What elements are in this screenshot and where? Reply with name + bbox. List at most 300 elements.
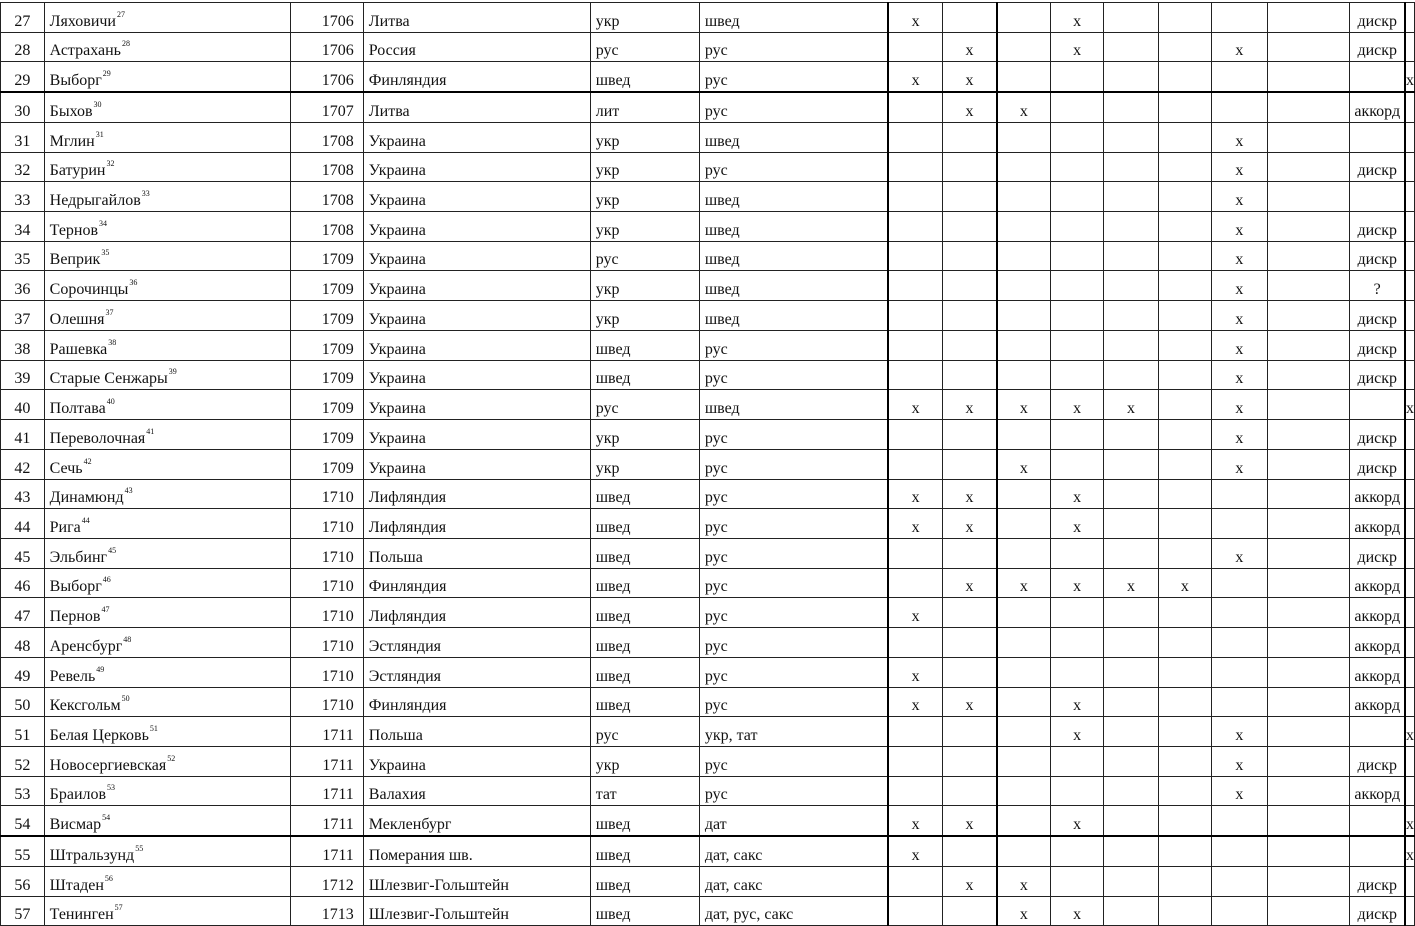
attacker-cell: рус xyxy=(699,598,888,628)
mark-cell-8 xyxy=(1267,598,1350,628)
mark-cell-7 xyxy=(1212,836,1267,866)
mark-cell-8 xyxy=(1267,92,1350,122)
mark-cell-1: x xyxy=(888,479,942,509)
mark-cell-5 xyxy=(1104,836,1158,866)
footnote-ref: 34 xyxy=(99,218,108,228)
city-name-cell xyxy=(44,122,291,152)
year-cell: 1711 xyxy=(291,806,364,836)
row-number-cell: 52 xyxy=(1,746,45,776)
city-name-cell xyxy=(44,776,291,806)
defender-cell: укр xyxy=(590,212,699,242)
mark-cell-2 xyxy=(943,420,997,450)
year-cell: 1711 xyxy=(291,836,364,866)
table-row xyxy=(1,212,1415,242)
table-row xyxy=(1,657,1415,687)
last-mark-cell xyxy=(1405,420,1415,450)
attacker-cell: рус xyxy=(699,449,888,479)
city-name-cell xyxy=(44,420,291,450)
footnote-ref: 36 xyxy=(129,278,138,288)
mark-cell-6 xyxy=(1158,92,1211,122)
mark-cell-3 xyxy=(997,360,1050,390)
region-cell: Украина xyxy=(363,122,590,152)
outcome-type-cell xyxy=(1350,390,1405,420)
attacker-cell: рус xyxy=(699,538,888,568)
mark-cell-3 xyxy=(997,62,1050,92)
region-cell: Польша xyxy=(363,538,590,568)
mark-cell-4 xyxy=(1050,152,1103,182)
attacker-cell: дат, сакс xyxy=(699,866,888,896)
mark-cell-8 xyxy=(1267,212,1350,242)
year-cell: 1706 xyxy=(291,32,364,62)
defender-cell: швед xyxy=(590,836,699,866)
city-name: Висмар xyxy=(49,816,102,834)
mark-cell-2 xyxy=(943,152,997,182)
mark-cell-1: x xyxy=(888,390,942,420)
mark-cell-3 xyxy=(997,241,1050,271)
mark-cell-6 xyxy=(1158,360,1211,390)
mark-cell-1 xyxy=(888,449,942,479)
mark-cell-5 xyxy=(1104,509,1158,539)
city-name: Штаден xyxy=(49,876,104,894)
footnote-ref: 30 xyxy=(93,99,102,109)
mark-cell-6 xyxy=(1158,657,1211,687)
mark-cell-5 xyxy=(1104,896,1158,926)
attacker-cell: швед xyxy=(699,182,888,212)
defender-cell: швед xyxy=(590,330,699,360)
defender-cell: швед xyxy=(590,628,699,658)
sieges-table xyxy=(0,2,1415,926)
attacker-cell: рус xyxy=(699,687,888,717)
mark-cell-4 xyxy=(1050,241,1103,271)
mark-cell-4 xyxy=(1050,122,1103,152)
mark-cell-4 xyxy=(1050,360,1103,390)
mark-cell-3 xyxy=(997,687,1050,717)
mark-cell-2: x xyxy=(943,806,997,836)
mark-cell-8 xyxy=(1267,390,1350,420)
mark-cell-7 xyxy=(1212,509,1267,539)
city-name-cell xyxy=(44,271,291,301)
last-mark-cell xyxy=(1405,212,1415,242)
attacker-cell: швед xyxy=(699,241,888,271)
mark-cell-7: x xyxy=(1212,360,1267,390)
defender-cell: укр xyxy=(590,271,699,301)
mark-cell-5 xyxy=(1104,182,1158,212)
mark-cell-6 xyxy=(1158,538,1211,568)
last-mark-cell xyxy=(1405,746,1415,776)
outcome-type-cell xyxy=(1350,836,1405,866)
mark-cell-2 xyxy=(943,538,997,568)
mark-cell-6 xyxy=(1158,776,1211,806)
mark-cell-2: x xyxy=(943,687,997,717)
row-number-cell: 29 xyxy=(1,62,45,92)
last-mark-cell xyxy=(1405,479,1415,509)
mark-cell-4: x xyxy=(1050,568,1103,598)
mark-cell-5 xyxy=(1104,212,1158,242)
footnote-ref: 35 xyxy=(101,248,110,258)
year-cell: 1710 xyxy=(291,479,364,509)
region-cell: Польша xyxy=(363,717,590,747)
mark-cell-6 xyxy=(1158,182,1211,212)
mark-cell-1: x xyxy=(888,687,942,717)
footnote-ref: 42 xyxy=(83,456,92,466)
outcome-type-cell: дискр xyxy=(1350,301,1405,331)
last-mark-cell xyxy=(1405,32,1415,62)
year-cell: 1710 xyxy=(291,657,364,687)
mark-cell-3 xyxy=(997,657,1050,687)
footnote-ref: 57 xyxy=(114,903,123,913)
mark-cell-2 xyxy=(943,301,997,331)
mark-cell-8 xyxy=(1267,330,1350,360)
table-row xyxy=(1,92,1415,122)
mark-cell-3 xyxy=(997,836,1050,866)
city-name: Полтава xyxy=(49,400,106,418)
mark-cell-7 xyxy=(1212,896,1267,926)
city-name: Переволочная xyxy=(49,429,146,447)
region-cell: Лифляндия xyxy=(363,598,590,628)
region-cell: Финляндия xyxy=(363,687,590,717)
year-cell: 1711 xyxy=(291,746,364,776)
mark-cell-7 xyxy=(1212,62,1267,92)
table-row xyxy=(1,32,1415,62)
mark-cell-1 xyxy=(888,212,942,242)
mark-cell-4 xyxy=(1050,746,1103,776)
mark-cell-5 xyxy=(1104,657,1158,687)
table-row xyxy=(1,836,1415,866)
table-row xyxy=(1,241,1415,271)
mark-cell-3 xyxy=(997,420,1050,450)
city-name-cell xyxy=(44,92,291,122)
region-cell: Валахия xyxy=(363,776,590,806)
last-mark-cell xyxy=(1405,152,1415,182)
footnote-ref: 31 xyxy=(95,129,104,139)
outcome-type-cell: дискр xyxy=(1350,241,1405,271)
row-number-cell: 55 xyxy=(1,836,45,866)
year-cell: 1707 xyxy=(291,92,364,122)
outcome-type-cell: аккорд xyxy=(1350,687,1405,717)
outcome-type-cell: аккорд xyxy=(1350,657,1405,687)
mark-cell-1: x xyxy=(888,657,942,687)
year-cell: 1710 xyxy=(291,538,364,568)
year-cell: 1710 xyxy=(291,509,364,539)
last-mark-cell xyxy=(1405,301,1415,331)
mark-cell-6 xyxy=(1158,806,1211,836)
mark-cell-6 xyxy=(1158,330,1211,360)
mark-cell-2 xyxy=(943,122,997,152)
mark-cell-7 xyxy=(1212,657,1267,687)
footnote-ref: 56 xyxy=(104,873,113,883)
mark-cell-6 xyxy=(1158,62,1211,92)
mark-cell-5 xyxy=(1104,360,1158,390)
mark-cell-1 xyxy=(888,152,942,182)
mark-cell-3: x xyxy=(997,568,1050,598)
city-name: Олешня xyxy=(49,310,105,328)
city-name-cell xyxy=(44,449,291,479)
outcome-type-cell xyxy=(1350,717,1405,747)
mark-cell-1 xyxy=(888,568,942,598)
table-row xyxy=(1,301,1415,331)
table-row xyxy=(1,896,1415,926)
mark-cell-1 xyxy=(888,896,942,926)
city-name: Динамюнд xyxy=(49,489,124,507)
defender-cell: швед xyxy=(590,896,699,926)
mark-cell-8 xyxy=(1267,687,1350,717)
table-row xyxy=(1,449,1415,479)
mark-cell-3 xyxy=(997,746,1050,776)
table-row xyxy=(1,568,1415,598)
region-cell: Украина xyxy=(363,449,590,479)
footnote-ref: 33 xyxy=(141,189,150,199)
defender-cell: укр xyxy=(590,122,699,152)
mark-cell-5 xyxy=(1104,152,1158,182)
mark-cell-3 xyxy=(997,212,1050,242)
mark-cell-3: x xyxy=(997,92,1050,122)
row-number-cell: 39 xyxy=(1,360,45,390)
mark-cell-8 xyxy=(1267,360,1350,390)
region-cell: Эстляндия xyxy=(363,657,590,687)
attacker-cell: рус xyxy=(699,746,888,776)
footnote-ref: 38 xyxy=(108,337,117,347)
mark-cell-2 xyxy=(943,598,997,628)
row-number-cell: 43 xyxy=(1,479,45,509)
mark-cell-3 xyxy=(997,538,1050,568)
footnote-ref: 49 xyxy=(96,664,105,674)
footnote-ref: 54 xyxy=(102,813,111,823)
mark-cell-7: x xyxy=(1212,152,1267,182)
year-cell: 1712 xyxy=(291,866,364,896)
mark-cell-3 xyxy=(997,776,1050,806)
mark-cell-3 xyxy=(997,330,1050,360)
attacker-cell: рус xyxy=(699,479,888,509)
mark-cell-5 xyxy=(1104,687,1158,717)
defender-cell: швед xyxy=(590,598,699,628)
mark-cell-7 xyxy=(1212,568,1267,598)
mark-cell-7: x xyxy=(1212,301,1267,331)
region-cell: Финляндия xyxy=(363,568,590,598)
mark-cell-6 xyxy=(1158,3,1211,33)
table-row xyxy=(1,152,1415,182)
table-row xyxy=(1,628,1415,658)
city-name-cell xyxy=(44,687,291,717)
city-name-cell xyxy=(44,896,291,926)
mark-cell-1: x xyxy=(888,806,942,836)
year-cell: 1709 xyxy=(291,449,364,479)
mark-cell-1 xyxy=(888,32,942,62)
last-mark-cell xyxy=(1405,92,1415,122)
mark-cell-5 xyxy=(1104,32,1158,62)
city-name: Аренсбург xyxy=(49,637,123,655)
year-cell: 1710 xyxy=(291,628,364,658)
city-name: Старые Сенжары xyxy=(49,370,168,388)
table-row xyxy=(1,360,1415,390)
mark-cell-4 xyxy=(1050,598,1103,628)
last-mark-cell xyxy=(1405,538,1415,568)
row-number-cell: 57 xyxy=(1,896,45,926)
region-cell: Россия xyxy=(363,32,590,62)
mark-cell-4: x xyxy=(1050,390,1103,420)
mark-cell-5 xyxy=(1104,776,1158,806)
mark-cell-5 xyxy=(1104,420,1158,450)
outcome-type-cell: аккорд xyxy=(1350,598,1405,628)
mark-cell-7 xyxy=(1212,628,1267,658)
mark-cell-8 xyxy=(1267,866,1350,896)
mark-cell-7: x xyxy=(1212,776,1267,806)
row-number-cell: 33 xyxy=(1,182,45,212)
table-row xyxy=(1,806,1415,836)
mark-cell-1 xyxy=(888,241,942,271)
mark-cell-5 xyxy=(1104,301,1158,331)
table-row xyxy=(1,717,1415,747)
mark-cell-7: x xyxy=(1212,271,1267,301)
city-name-cell xyxy=(44,866,291,896)
mark-cell-1 xyxy=(888,122,942,152)
mark-cell-3 xyxy=(997,301,1050,331)
mark-cell-3 xyxy=(997,152,1050,182)
year-cell: 1713 xyxy=(291,896,364,926)
table-row xyxy=(1,390,1415,420)
year-cell: 1710 xyxy=(291,568,364,598)
city-name-cell xyxy=(44,598,291,628)
region-cell: Шлезвиг-Гольштейн xyxy=(363,896,590,926)
mark-cell-4 xyxy=(1050,92,1103,122)
defender-cell: укр xyxy=(590,301,699,331)
mark-cell-1 xyxy=(888,746,942,776)
city-name: Пернов xyxy=(49,608,101,626)
last-mark-cell xyxy=(1405,598,1415,628)
region-cell: Украина xyxy=(363,241,590,271)
defender-cell: укр xyxy=(590,449,699,479)
mark-cell-6 xyxy=(1158,866,1211,896)
outcome-type-cell: дискр xyxy=(1350,32,1405,62)
region-cell: Украина xyxy=(363,271,590,301)
region-cell: Украина xyxy=(363,330,590,360)
mark-cell-1 xyxy=(888,330,942,360)
mark-cell-6 xyxy=(1158,301,1211,331)
defender-cell: швед xyxy=(590,509,699,539)
table-row xyxy=(1,182,1415,212)
row-number-cell: 42 xyxy=(1,449,45,479)
outcome-type-cell: дискр xyxy=(1350,360,1405,390)
defender-cell: швед xyxy=(590,568,699,598)
mark-cell-7: x xyxy=(1212,538,1267,568)
mark-cell-7: x xyxy=(1212,182,1267,212)
outcome-type-cell: дискр xyxy=(1350,746,1405,776)
mark-cell-6 xyxy=(1158,449,1211,479)
mark-cell-5 xyxy=(1104,866,1158,896)
city-name: Штральзунд xyxy=(49,846,135,864)
region-cell: Украина xyxy=(363,420,590,450)
attacker-cell: швед xyxy=(699,271,888,301)
last-mark-cell xyxy=(1405,657,1415,687)
mark-cell-3 xyxy=(997,32,1050,62)
mark-cell-3 xyxy=(997,509,1050,539)
last-mark-cell xyxy=(1405,687,1415,717)
outcome-type-cell: дискр xyxy=(1350,896,1405,926)
city-name: Веприк xyxy=(49,251,101,269)
mark-cell-5 xyxy=(1104,241,1158,271)
defender-cell: рус xyxy=(590,241,699,271)
region-cell: Шлезвиг-Гольштейн xyxy=(363,866,590,896)
mark-cell-5 xyxy=(1104,598,1158,628)
city-name: Астрахань xyxy=(49,42,121,60)
mark-cell-7: x xyxy=(1212,32,1267,62)
mark-cell-7 xyxy=(1212,479,1267,509)
region-cell: Мекленбург xyxy=(363,806,590,836)
defender-cell: укр xyxy=(590,746,699,776)
table-row xyxy=(1,62,1415,92)
table-row xyxy=(1,271,1415,301)
mark-cell-8 xyxy=(1267,896,1350,926)
city-name: Ревель xyxy=(49,667,96,685)
mark-cell-7: x xyxy=(1212,212,1267,242)
mark-cell-8 xyxy=(1267,746,1350,776)
footnote-ref: 28 xyxy=(121,39,130,49)
outcome-type-cell: аккорд xyxy=(1350,509,1405,539)
row-number-cell: 47 xyxy=(1,598,45,628)
footnote-ref: 27 xyxy=(116,9,125,19)
mark-cell-5: x xyxy=(1104,568,1158,598)
attacker-cell: рус xyxy=(699,776,888,806)
city-name-cell xyxy=(44,360,291,390)
outcome-type-cell: дискр xyxy=(1350,152,1405,182)
defender-cell: рус xyxy=(590,32,699,62)
attacker-cell: швед xyxy=(699,212,888,242)
city-name-cell xyxy=(44,62,291,92)
mark-cell-2 xyxy=(943,360,997,390)
mark-cell-6: x xyxy=(1158,568,1211,598)
city-name: Сорочинцы xyxy=(49,281,129,299)
mark-cell-2 xyxy=(943,330,997,360)
row-number-cell: 28 xyxy=(1,32,45,62)
mark-cell-2: x xyxy=(943,568,997,598)
mark-cell-4 xyxy=(1050,62,1103,92)
mark-cell-2 xyxy=(943,657,997,687)
last-mark-cell xyxy=(1405,330,1415,360)
mark-cell-3 xyxy=(997,3,1050,33)
table-row xyxy=(1,122,1415,152)
mark-cell-1 xyxy=(888,717,942,747)
city-name-cell xyxy=(44,717,291,747)
row-number-cell: 35 xyxy=(1,241,45,271)
mark-cell-2: x xyxy=(943,479,997,509)
attacker-cell: рус xyxy=(699,509,888,539)
city-name-cell xyxy=(44,152,291,182)
outcome-type-cell: дискр xyxy=(1350,3,1405,33)
attacker-cell: дат xyxy=(699,806,888,836)
mark-cell-2 xyxy=(943,271,997,301)
attacker-cell: рус xyxy=(699,330,888,360)
city-name-cell xyxy=(44,182,291,212)
footnote-ref: 41 xyxy=(146,426,155,436)
mark-cell-8 xyxy=(1267,241,1350,271)
mark-cell-1: x xyxy=(888,62,942,92)
mark-cell-4 xyxy=(1050,538,1103,568)
row-number-cell: 50 xyxy=(1,687,45,717)
city-name-cell xyxy=(44,212,291,242)
row-number-cell: 51 xyxy=(1,717,45,747)
mark-cell-8 xyxy=(1267,301,1350,331)
mark-cell-6 xyxy=(1158,420,1211,450)
mark-cell-3: x xyxy=(997,449,1050,479)
mark-cell-3 xyxy=(997,628,1050,658)
mark-cell-3 xyxy=(997,271,1050,301)
mark-cell-4: x xyxy=(1050,896,1103,926)
last-mark-cell: x xyxy=(1405,717,1415,747)
mark-cell-3 xyxy=(997,598,1050,628)
mark-cell-4 xyxy=(1050,271,1103,301)
outcome-type-cell: аккорд xyxy=(1350,479,1405,509)
mark-cell-4 xyxy=(1050,182,1103,212)
mark-cell-6 xyxy=(1158,32,1211,62)
